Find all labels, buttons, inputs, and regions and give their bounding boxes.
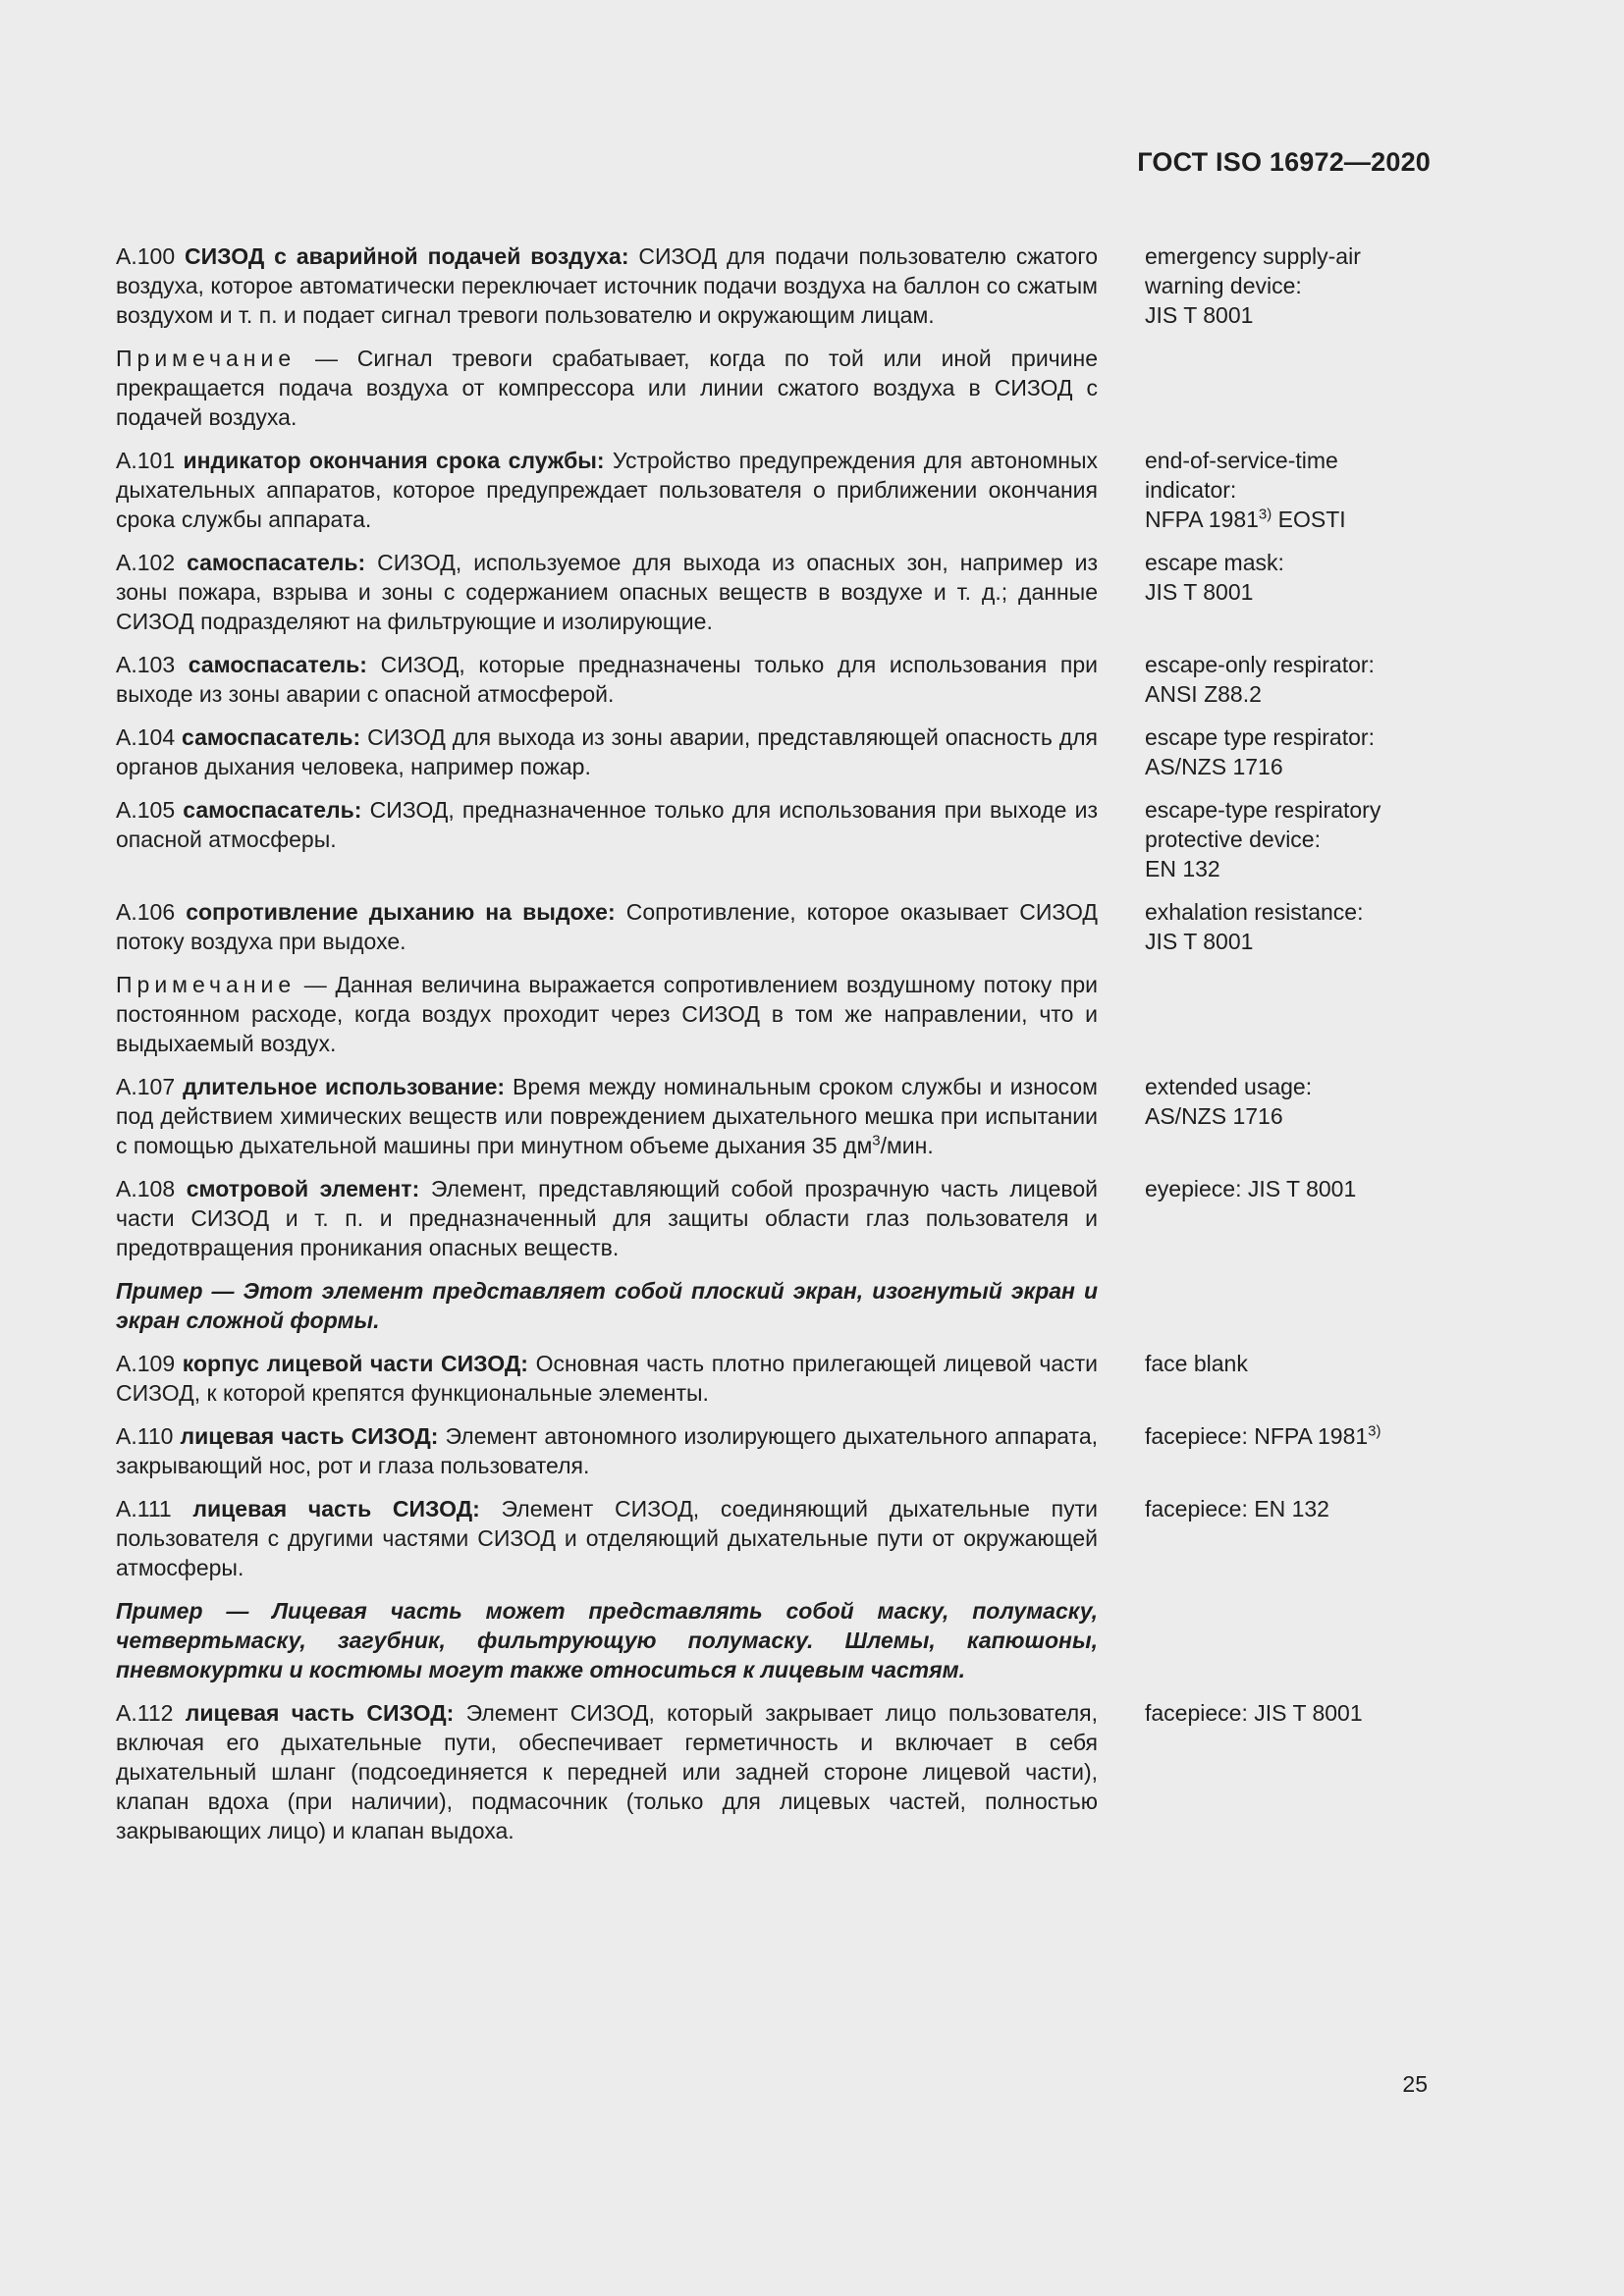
entry-number: А.102 (116, 550, 176, 575)
reference-line: exhalation resistance: (1145, 899, 1364, 925)
entry-body (116, 1349, 1098, 1408)
entry-body (116, 1494, 1098, 1684)
term-entry-a111 (116, 1494, 1432, 1684)
terms-list (116, 241, 1432, 1859)
term: самоспасатель: (183, 797, 362, 823)
entry-body (116, 795, 1098, 854)
term: лицевая часть СИЗОД: (180, 1423, 439, 1449)
entry-body (116, 446, 1098, 534)
reference-line: escape-type respiratory (1145, 797, 1381, 823)
entry-body (116, 897, 1098, 1058)
entry-number: А.111 (116, 1496, 172, 1522)
reference-abbreviation: EOSTI (1272, 507, 1346, 532)
term-entry-a100 (116, 241, 1432, 432)
definition (116, 241, 1098, 330)
entry-body (116, 1174, 1098, 1335)
english-reference (1145, 1174, 1432, 1203)
reference-standard: NFPA 1981 (1145, 507, 1259, 532)
reference-line: extended usage: (1145, 1074, 1313, 1099)
definition-text: Основная часть плотно прилегающей лицевой части СИЗОД, к которой крепятся функциональные элементы. (116, 1351, 1098, 1406)
reference-line (1145, 1421, 1432, 1451)
example: Пример — Лицевая часть может представлять собой маску, полумаску, четвертьмаску, загубник, фильтрующую полумаску. Шлемы, капюшоны, пневмокуртки и костюмы могут также относиться к лицевым частям. (116, 1598, 1098, 1682)
definition (116, 1349, 1098, 1408)
english-reference (1145, 722, 1432, 781)
entry-number: А.100 (116, 243, 176, 269)
reference-line: ANSI Z88.2 (1145, 681, 1262, 707)
term-entry-a104 (116, 722, 1432, 781)
entry-number: А.108 (116, 1176, 176, 1201)
term-entry-a109 (116, 1349, 1432, 1408)
definition (116, 897, 1098, 956)
reference-line: escape-only respirator: (1145, 652, 1375, 677)
entry-body (116, 722, 1098, 781)
term: смотровой элемент: (186, 1176, 420, 1201)
entry-number: А.109 (116, 1351, 176, 1376)
definition (116, 1421, 1098, 1480)
reference-line: AS/NZS 1716 (1145, 1103, 1283, 1129)
footnote-mark: 3) (1368, 1422, 1381, 1440)
english-reference (1145, 241, 1432, 330)
definition (116, 722, 1098, 781)
definition-text: СИЗОД для подачи пользователю сжатого воздуха, которое автоматически переключает источник подачи воздуха на баллон со сжатым воздухом и т. п. и подает сигнал тревоги пользователю и окружающим лицам. (116, 243, 1098, 328)
term-entry-a103 (116, 650, 1432, 709)
term: самоспасатель: (188, 652, 367, 677)
term-entry-a108 (116, 1174, 1432, 1335)
english-reference (1145, 1072, 1432, 1131)
definition-text: СИЗОД, предназначенное только для использования при выходе из опасной атмосферы. (116, 797, 1099, 852)
reference-line: face blank (1145, 1351, 1248, 1376)
note-text: — Данная величина выражается сопротивлением воздушному потоку при постоянном расходе, когда воздух проходит через СИЗОД в том же направлении, что и выдыхаемый воздух. (116, 972, 1098, 1056)
superscript: 3 (872, 1132, 881, 1149)
term-entry-a102 (116, 548, 1432, 636)
entry-number: А.103 (116, 652, 176, 677)
term: самоспасатель: (182, 724, 361, 750)
definition (116, 1698, 1098, 1845)
definition (116, 1174, 1098, 1262)
definition-text: СИЗОД для выхода из зоны аварии, представляющей опасность для органов дыхания человека, например пожар. (116, 724, 1099, 779)
reference-line: facepiece: EN 132 (1145, 1496, 1329, 1522)
reference-line: JIS T 8001 (1145, 579, 1254, 605)
note-text: — Сигнал тревоги срабатывает, когда по той или иной причине прекращается подача воздуха от компрессора или линии сжатого воздуха в СИЗОД с подачей воздуха. (116, 346, 1098, 430)
definition-text: Элемент автономного изолирующего дыхательного аппарата, закрывающий нос, рот и глаза пользователя. (116, 1423, 1099, 1478)
term: лицевая часть СИЗОД: (192, 1496, 480, 1522)
note-label: Примечание (116, 346, 297, 371)
definition (116, 446, 1098, 534)
definition (116, 1072, 1098, 1160)
document-code: ГОСТ ISO 16972—2020 (1137, 147, 1431, 177)
entry-body (116, 650, 1098, 709)
definition-text: Время между номинальным сроком службы и износом под действием химических веществ или повреждением дыхательного мешка при испытании с помощью дыхательной машины при минутном объеме дыхания 35 дм (116, 1074, 1098, 1158)
note (116, 970, 1098, 1058)
note-label: Примечание (116, 972, 297, 997)
english-reference (1145, 795, 1432, 883)
reference-line: JIS T 8001 (1145, 302, 1254, 328)
reference-line: JIS T 8001 (1145, 929, 1254, 954)
reference-standard: facepiece: NFPA 1981 (1145, 1423, 1369, 1449)
definition-text: Сопротивление, которое оказывает СИЗОД потоку воздуха при выдохе. (116, 899, 1098, 954)
reference-line: facepiece: JIS T 8001 (1145, 1700, 1363, 1726)
definition (116, 650, 1098, 709)
reference-line: warning device: (1145, 273, 1302, 298)
reference-line: AS/NZS 1716 (1145, 754, 1283, 779)
definition (116, 795, 1098, 854)
reference-line: escape mask: (1145, 550, 1284, 575)
english-reference (1145, 446, 1432, 534)
definition-text: СИЗОД, используемое для выхода из опасных зон, например из зоны пожара, взрыва и зоны с содержанием опасных веществ в воздухе и т. д.; данные СИЗОД подразделяют на фильтрующие и изолирующие. (116, 550, 1099, 634)
entry-body (116, 548, 1098, 636)
entry-number: А.107 (116, 1074, 176, 1099)
reference-line: end-of-service-time (1145, 448, 1338, 473)
english-reference (1145, 1698, 1432, 1728)
definition (116, 1494, 1098, 1582)
entry-number: А.105 (116, 797, 176, 823)
term-entry-a106 (116, 897, 1432, 1058)
entry-number: А.112 (116, 1700, 174, 1726)
english-reference (1145, 1494, 1432, 1523)
entry-body (116, 1072, 1098, 1160)
entry-number: А.106 (116, 899, 176, 925)
english-reference (1145, 548, 1432, 607)
example: Пример — Этот элемент представляет собой плоский экран, изогнутый экран и экран сложной формы. (116, 1278, 1098, 1333)
term: корпус лицевой части СИЗОД: (182, 1351, 528, 1376)
page-number: 25 (1402, 2071, 1428, 2097)
term: лицевая часть СИЗОД: (185, 1700, 455, 1726)
english-reference (1145, 1421, 1432, 1451)
term-entry-a110 (116, 1421, 1432, 1480)
english-reference (1145, 650, 1432, 709)
term-entry-a101 (116, 446, 1432, 534)
term: самоспасатель: (187, 550, 366, 575)
entry-body (116, 1421, 1098, 1480)
term: сопротивление дыханию на выдохе: (186, 899, 616, 925)
note (116, 344, 1098, 432)
term: индикатор окончания срока службы: (183, 448, 605, 473)
definition-text: СИЗОД, которые предназначены только для использования при выходе из зоны аварии с опасной атмосферой. (116, 652, 1099, 707)
reference-line: EN 132 (1145, 856, 1220, 881)
entry-number: А.101 (116, 448, 176, 473)
definition-text: Элемент, представляющий собой прозрачную часть лицевой части СИЗОД и т. п. и предназначенный для защиты области глаз пользователя и предотвращения проникания опасных веществ. (116, 1176, 1099, 1260)
reference-line: escape type respirator: (1145, 724, 1375, 750)
definition-text: Элемент СИЗОД, который закрывает лицо пользователя, включая его дыхательные пути, обеспечивает герметичность и включает в себя дыхательный шланг (подсоединяется к передней или задней стороне лицевой части), клапан вдоха (при наличии), подмасочник (только для лицевых частей, полностью закрывающих лицо) и клапан выдоха. (116, 1700, 1099, 1843)
english-reference (1145, 897, 1432, 956)
definition-text: Элемент СИЗОД, соединяющий дыхательные пути пользователя с другими частями СИЗОД и отделяющий дыхательные пути от окружающей атмосферы. (116, 1496, 1098, 1580)
footnote-mark: 3) (1258, 506, 1272, 523)
entry-body (116, 1698, 1098, 1845)
entry-number: А.110 (116, 1423, 174, 1449)
definition-text: Устройство предупреждения для автономных дыхательных аппаратов, которое предупреждает пользователя о приближении окончания срока службы аппарата. (116, 448, 1099, 532)
english-reference (1145, 1349, 1432, 1378)
term-entry-a107 (116, 1072, 1432, 1160)
term-entry-a105 (116, 795, 1432, 883)
term: длительное использование: (183, 1074, 506, 1099)
entry-number: А.104 (116, 724, 176, 750)
term-entry-a112 (116, 1698, 1432, 1845)
reference-line: protective device: (1145, 827, 1321, 852)
reference-line: eyepiece: JIS T 8001 (1145, 1176, 1357, 1201)
reference-line: emergency supply-air (1145, 243, 1361, 269)
definition-tail: /мин. (880, 1133, 934, 1158)
reference-line: indicator: (1145, 477, 1237, 503)
term: СИЗОД с аварийной подачей воздуха: (185, 243, 629, 269)
definition (116, 548, 1098, 636)
entry-body (116, 241, 1098, 432)
reference-line (1145, 505, 1432, 534)
